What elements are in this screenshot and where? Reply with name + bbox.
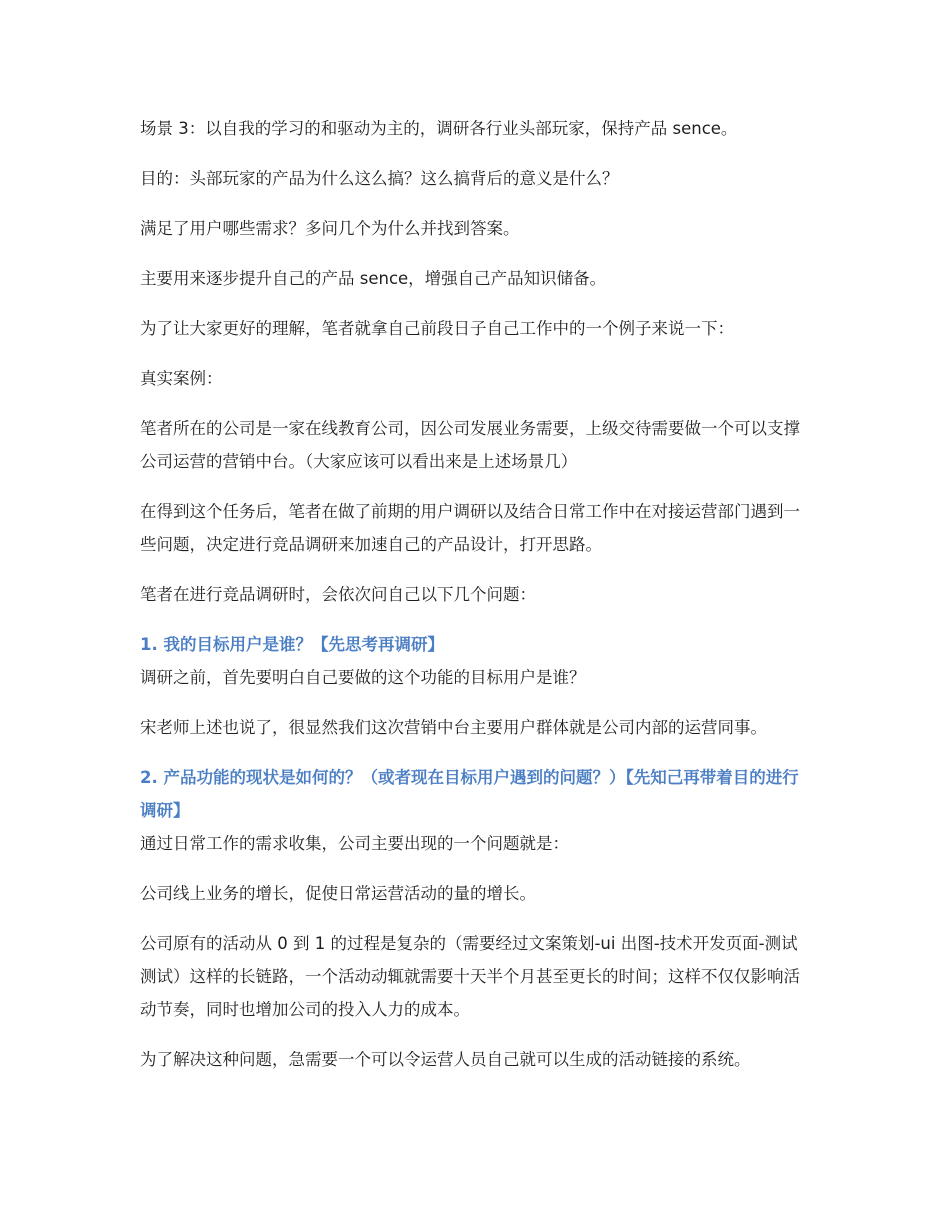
paragraph-before-research: 调研之前，首先要明白自己要做的这个功能的目标用户是谁？ [140,668,586,687]
section-heading-target-user: 1. 我的目标用户是谁？【先思考再调研】 [140,635,444,654]
paragraph-task: 在得到这个任务后，笔者在做了前期的用户调研以及结合日常工作中在对接运营部门遇到一些问题，决定进行竞品调研来加速自己的产品设计，打开思路。 [140,502,800,554]
paragraph-purpose: 目的：头部玩家的产品为什么这么搞？这么搞背后的意义是什么？ [140,169,619,188]
paragraph-sense: 主要用来逐步提升自己的产品 sence，增强自己产品知识储备。 [140,269,607,288]
paragraph-long-chain: 公司原有的活动从 0 到 1 的过程是复杂的（需要经过文案策划-ui 出图-技术开发页面-测试测试）这样的长链路，一个活动动辄就需要十天半个月甚至更长的时间；这样不仅仅影响活动节奏，同时也增加公司的投入人力的成本。 [140,934,800,1019]
paragraph-case-label: 真实案例： [140,369,223,388]
paragraph-scene3: 场景 3：以自我的学习的和驱动为主的，调研各行业头部玩家，保持产品 sence。 [140,119,738,138]
paragraph-user-group: 宋老师上述也说了，很显然我们这次营销中台主要用户群体就是公司内部的运营同事。 [140,718,767,737]
paragraph-growth: 公司线上业务的增长，促使日常运营活动的量的增长。 [140,884,536,903]
document-page [140,112,812,1093]
paragraph-questions-intro: 笔者在进行竞品调研时，会依次问自己以下几个问题： [140,585,536,604]
paragraph-example-intro: 为了让大家更好的理解，笔者就拿自己前段日子自己工作中的一个例子来说一下： [140,319,734,338]
paragraph-company: 笔者所在的公司是一家在线教育公司，因公司发展业务需要，上级交待需要做一个可以支撑公司运营的营销中台。（大家应该可以看出来是上述场景几） [140,419,800,471]
paragraph-needs: 满足了用户哪些需求？多问几个为什么并找到答案。 [140,219,520,238]
paragraph-solution: 为了解决这种问题，急需要一个可以令运营人员自己就可以生成的活动链接的系统。 [140,1050,751,1069]
paragraph-demand-collection: 通过日常工作的需求收集，公司主要出现的一个问题就是： [140,834,569,853]
section-heading-product-status: 2. 产品功能的现状是如何的？（或者现在目标用户遇到的问题？）【先知己再带着目的进行调研】 [140,768,799,820]
